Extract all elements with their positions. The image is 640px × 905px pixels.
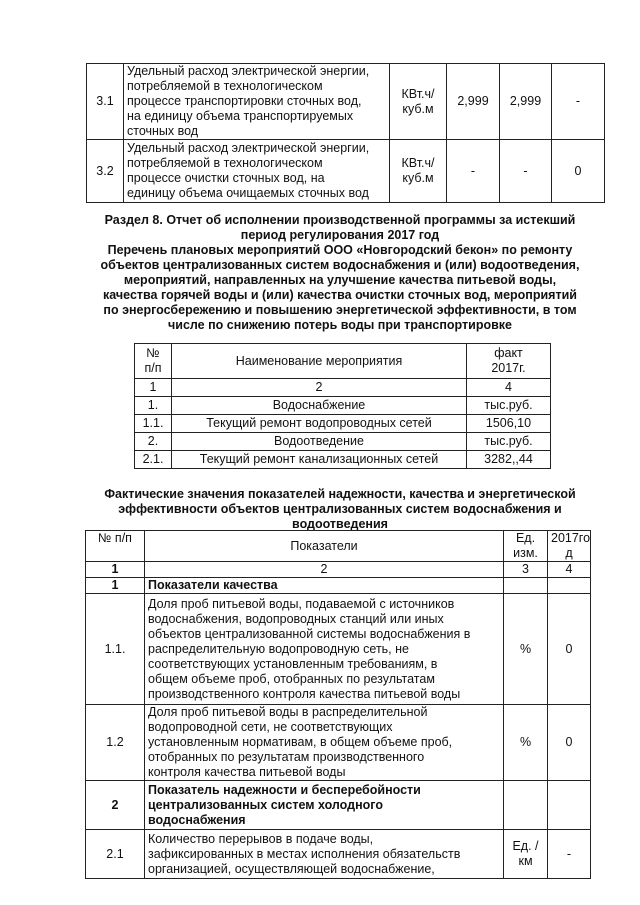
table-index-row — [135, 379, 551, 397]
index-cell: 1 — [86, 562, 145, 578]
row-value: 0 — [548, 594, 591, 705]
indicators-title-line: Фактические значения показателей надежности, качества и энергетической — [104, 487, 576, 501]
row-indicator — [145, 705, 504, 781]
indicator-line: объектов централизованной системы водоснабжения в — [148, 626, 471, 641]
measures-table — [134, 343, 551, 469]
row-name: Водоснабжение — [172, 397, 467, 415]
energy-consumption-table — [86, 63, 605, 203]
indicator-line: соответствующих установленным требованиям, в — [148, 656, 438, 671]
indicator-line: организацией, осуществляющей водоснабжение, — [148, 861, 435, 876]
table-row — [87, 64, 605, 140]
indicator-line: отобранных по результатам производственного — [148, 750, 425, 764]
table-index-row — [86, 562, 591, 578]
index-cell: 1 — [135, 379, 172, 397]
section8-subtitle-line: мероприятий, направленных на улучшение качества питьевой воды, — [123, 273, 557, 287]
row-number: 1.1. — [86, 594, 145, 705]
description-line: Удельный расход электрической энергии, — [127, 64, 370, 78]
row-number: 2.1. — [135, 451, 172, 469]
section8-title-line: Раздел 8. Отчет об исполнении производственной программы за истекший — [104, 213, 576, 227]
indicators-table — [85, 530, 591, 879]
table-row — [86, 578, 591, 594]
description-line: Удельный расход электрической энергии, — [127, 141, 370, 155]
row-number: 2.1 — [86, 830, 145, 879]
row-number: 1. — [135, 397, 172, 415]
row-number: 1.2 — [86, 705, 145, 781]
description-line: процессе очистки сточных вод, на — [127, 171, 325, 185]
header-year: 2017го д — [548, 531, 591, 562]
row-indicator — [145, 830, 504, 879]
section8-title-line: период регулирования 2017 год — [240, 228, 440, 242]
section8-heading — [80, 213, 600, 333]
row-value — [548, 781, 591, 830]
row-value: 0 — [548, 705, 591, 781]
indicator-line: водопроводной сети, не соответствующих — [148, 720, 393, 734]
header-num: № п/п — [135, 344, 172, 379]
header-indicators: Показатели — [145, 531, 504, 562]
row-fact: тыс.руб. — [467, 433, 551, 451]
indicator-line: производственного контроля качества питьевой воды — [148, 686, 461, 701]
indicator-line: общем объеме проб, отобранных по результатам — [148, 671, 435, 686]
indicator-line: Доля проб питьевой воды, подаваемой с источников — [148, 596, 455, 611]
unit-line: КВт.ч/ — [401, 86, 435, 101]
row-unit — [504, 781, 548, 830]
table-row — [86, 705, 591, 781]
row-value — [548, 578, 591, 594]
description-line: единицу объема очищаемых сточных вод — [127, 186, 369, 200]
row-number: 3.1 — [87, 64, 124, 140]
row-value: - — [548, 830, 591, 879]
indicator-line: Показатели качества — [148, 578, 278, 592]
table-row — [135, 415, 551, 433]
row-value: - — [552, 64, 605, 140]
row-name: Водоотведение — [172, 433, 467, 451]
row-name: Текущий ремонт канализационных сетей — [172, 451, 467, 469]
row-value: - — [447, 140, 500, 203]
row-unit — [390, 140, 447, 203]
section8-subtitle-line: Перечень плановых мероприятий ООО «Новгородский бекон» по ремонту — [107, 243, 573, 257]
indicator-line: Доля проб питьевой воды в распределительной — [148, 705, 428, 719]
header-name: Наименование мероприятия — [172, 344, 467, 379]
index-cell: 4 — [467, 379, 551, 397]
header-num: № п/п — [86, 531, 145, 562]
row-description — [124, 64, 390, 140]
row-unit — [390, 64, 447, 140]
indicator-line: водоснабжения — [148, 812, 246, 827]
indicator-line: Количество перерывов в подаче воды, — [148, 831, 374, 846]
table-header-row — [86, 531, 591, 562]
description-line: сточных вод — [127, 124, 199, 138]
table-row — [135, 433, 551, 451]
row-name: Текущий ремонт водопроводных сетей — [172, 415, 467, 433]
table-row — [135, 451, 551, 469]
row-unit: % — [504, 594, 548, 705]
row-value: 0 — [552, 140, 605, 203]
row-indicator — [145, 594, 504, 705]
row-indicator — [145, 781, 504, 830]
section8-subtitle-line: объектов централизованных систем водоснабжения и (или) водоотведения, — [100, 258, 580, 272]
row-number: 1.1. — [135, 415, 172, 433]
header-fact: факт 2017г. — [467, 344, 551, 379]
row-value: 2,999 — [447, 64, 500, 140]
index-cell: 2 — [172, 379, 467, 397]
row-unit: Ед. / км — [504, 830, 548, 879]
table-row — [86, 830, 591, 879]
row-unit — [504, 578, 548, 594]
indicator-line: централизованных систем холодного — [148, 797, 383, 812]
description-line: процессе транспортировки сточных вод, — [127, 94, 362, 108]
row-number: 2 — [86, 781, 145, 830]
row-number: 2. — [135, 433, 172, 451]
row-fact: 1506,10 — [467, 415, 551, 433]
indicator-line: контроля качества питьевой воды — [148, 765, 346, 779]
indicators-title-line: эффективности объектов централизованных систем водоснабжения и — [118, 502, 562, 516]
table-row — [86, 781, 591, 830]
unit-line: куб.м — [402, 101, 434, 116]
description-line: потребляемой в технологическом — [127, 156, 323, 170]
index-cell: 4 — [548, 562, 591, 578]
row-value: - — [500, 140, 552, 203]
row-number: 1 — [86, 578, 145, 594]
section8-subtitle-line: числе по снижению потерь воды при транспортировке — [168, 318, 512, 332]
row-unit: % — [504, 705, 548, 781]
table-row — [87, 140, 605, 203]
description-line: на единицу объема транспортируемых — [127, 109, 354, 123]
unit-line: КВт.ч/ — [401, 156, 435, 170]
header-unit: Ед. изм. — [504, 531, 548, 562]
indicator-line: распределительную водопроводную сеть, не — [148, 641, 409, 656]
table-header-row — [135, 344, 551, 379]
row-fact: тыс.руб. — [467, 397, 551, 415]
index-cell: 2 — [145, 562, 504, 578]
description-line: потребляемой в технологическом — [127, 79, 323, 93]
unit-line: куб.м — [402, 171, 434, 185]
indicators-heading — [80, 487, 600, 532]
row-description — [124, 140, 390, 203]
row-indicator — [145, 578, 504, 594]
row-fact: 3282,,44 — [467, 451, 551, 469]
indicator-line: Показатель надежности и бесперебойности — [148, 782, 421, 797]
indicator-line: установленным нормативам, в общем объеме проб, — [148, 735, 453, 749]
index-cell: 3 — [504, 562, 548, 578]
table-row — [86, 594, 591, 705]
table-row — [135, 397, 551, 415]
row-value: 2,999 — [500, 64, 552, 140]
indicator-line: зафиксированных в местах исполнения обязательств — [148, 846, 461, 861]
indicators-title-line: водоотведения — [292, 517, 388, 531]
section8-subtitle-line: по энергосбережению и повышению энергетической эффективности, в том — [103, 303, 577, 317]
section8-subtitle-line: качества горячей воды и (или) качества очистки сточных вод, мероприятий — [103, 288, 577, 302]
indicator-line: водоснабжения, водопроводных станций или иных — [148, 611, 444, 626]
row-number: 3.2 — [87, 140, 124, 203]
